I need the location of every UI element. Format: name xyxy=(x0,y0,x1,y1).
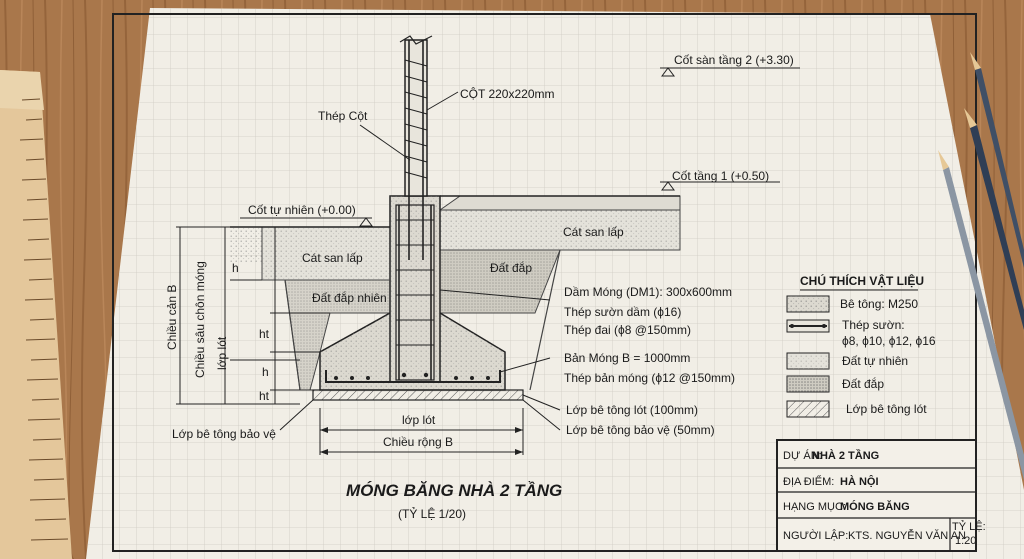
label-fill-earth: Đất đắp xyxy=(490,261,533,275)
level-natural: Cốt tự nhiên (+0.00) xyxy=(248,203,356,217)
tb-category-label: HẠNG MỤC: xyxy=(783,501,846,513)
label-sand-left: Cát san lấp xyxy=(302,251,363,265)
legend-item-natural-soil: Đất tự nhiên xyxy=(842,354,909,368)
drawing-scale-note: (TỶ LỆ 1/20) xyxy=(398,507,467,521)
legend-item-hatch: Lớp bê tông lót xyxy=(846,402,927,416)
dim-ht-2: ht xyxy=(259,389,270,403)
title-block xyxy=(777,440,986,551)
label-column: CỘT 220x220mm xyxy=(460,87,555,101)
tb-location-label: ĐỊA ĐIỂM: xyxy=(783,476,835,488)
tb-author-label: NGƯỜI LẬP: xyxy=(783,530,849,542)
label-lean-layer: Lớp bê tông lót (100mm) xyxy=(566,403,698,417)
label-natural-fill: Đất đắp nhiên xyxy=(312,291,387,305)
dim-ht-1: ht xyxy=(259,327,270,341)
tb-scale-value: 1:20 xyxy=(955,535,977,547)
label-protect-left: Lớp bê tông bảo vệ xyxy=(172,427,276,441)
tb-location-value: HÀ NỘI xyxy=(840,476,879,488)
legend-item-rebar-sizes: ϕ8, ϕ10, ϕ12, ϕ16 xyxy=(842,334,936,348)
label-trench-vert: Chiều cản B xyxy=(165,284,179,350)
tb-category-value: MÓNG BĂNG xyxy=(840,501,910,513)
drawing-title: MÓNG BĂNG NHÀ 2 TẦNG xyxy=(346,481,563,500)
label-protect-layer: Lớp bê tông bảo vệ (50mm) xyxy=(566,423,715,437)
dim-h-top: h xyxy=(232,261,239,275)
label-slab-steel: Thép bản móng (ϕ12 @150mm) xyxy=(564,371,735,385)
hatch-swatch-icon xyxy=(787,401,829,417)
label-width-dim: Chiều rộng B xyxy=(383,435,454,449)
label-stirrup: Thép đai (ϕ8 @150mm) xyxy=(564,323,691,337)
level-floor2: Cốt sàn tầng 2 (+3.30) xyxy=(674,53,794,67)
level-floor1: Cốt tầng 1 (+0.50) xyxy=(672,169,770,183)
dim-h-mid: h xyxy=(262,365,269,379)
label-column-steel: Thép Cột xyxy=(318,109,368,123)
label-slab: Bản Móng B = 1000mm xyxy=(564,351,691,365)
legend-item-concrete: Bê tông: M250 xyxy=(840,297,919,311)
label-rib-steel: Thép sườn dầm (ϕ16) xyxy=(564,305,682,319)
tb-scale-label: TỶ LỆ: xyxy=(952,521,986,533)
legend-title: CHÚ THÍCH VẬT LIỆU xyxy=(800,274,924,288)
tb-project-label: DỰ ÁN: xyxy=(783,450,822,462)
legend-item-rebar: Thép sườn: xyxy=(842,318,905,332)
legend-item-fill-soil: Đất đắp xyxy=(842,377,885,391)
label-depth-vert: Chiều sâu chôn móng xyxy=(193,261,207,378)
tb-author-value: KTS. NGUYỄN VĂN AN xyxy=(848,530,966,542)
label-lean-dim: lớp lót xyxy=(402,413,436,427)
label-lot-vert: lớp lót xyxy=(215,336,229,370)
label-beam: Dầm Móng (DM1): 300x600mm xyxy=(564,285,733,299)
tb-project-value: NHÀ 2 TẦNG xyxy=(812,450,880,462)
label-sand-right: Cát san lấp xyxy=(563,225,624,239)
